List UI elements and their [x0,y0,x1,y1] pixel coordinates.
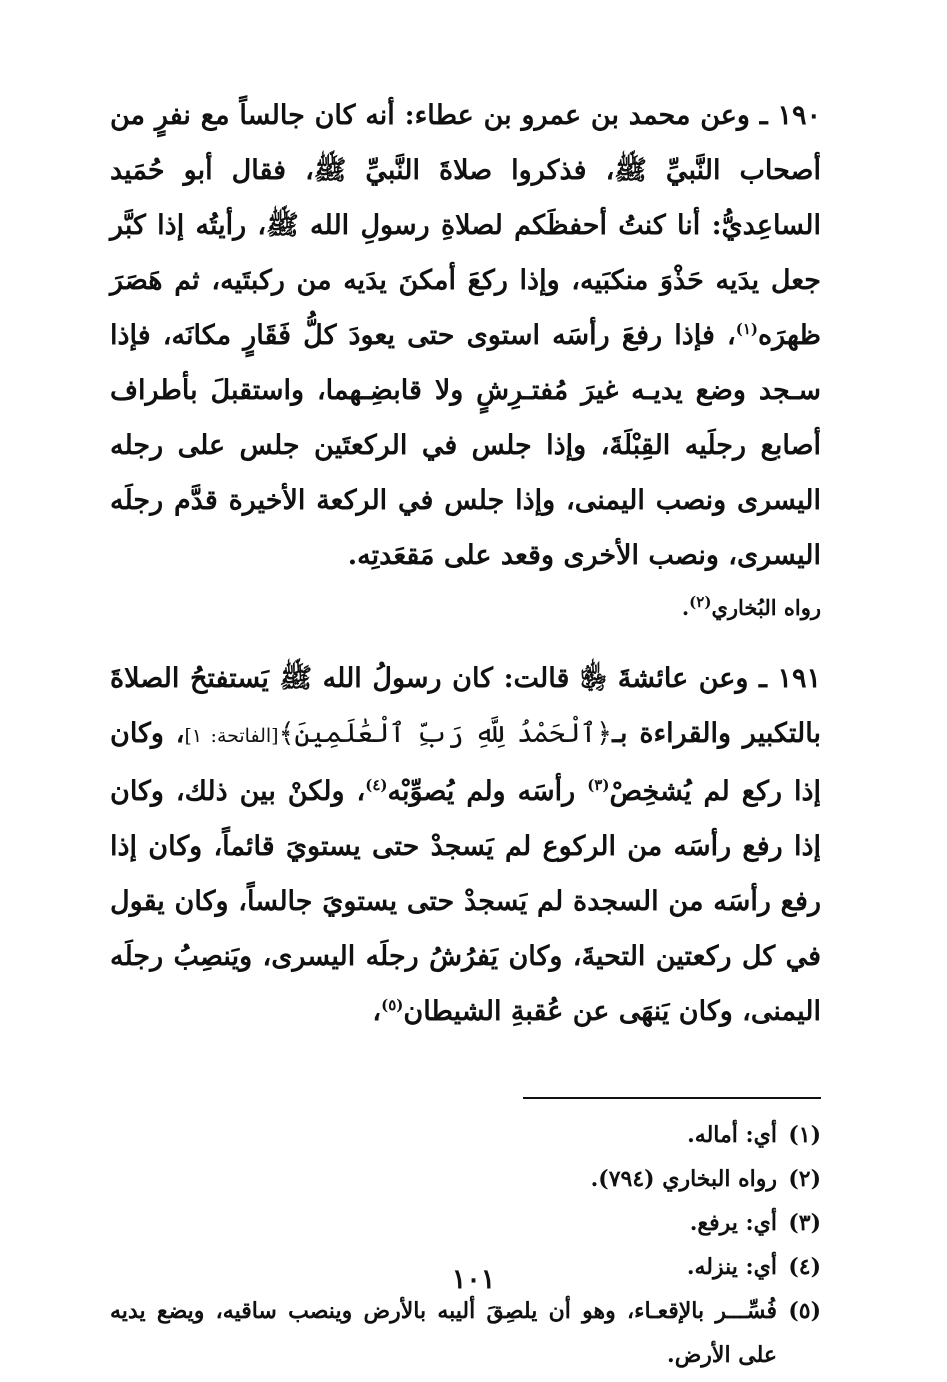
footnote [110,1113,821,1157]
source-end: . [681,595,690,620]
footnote-number: (٢) [788,1166,821,1192]
footnote-text: رواه البخاري (٧٩٤). [590,1166,777,1192]
footnote-text: أي: يرفع. [689,1210,777,1236]
hadith-text: ـ وعن عائشةَ ﵂ قالت: كان رسولُ الله ﷺ يَستفتحُ الصلاةَ بالتكبير والقراءة بـ [110,663,822,749]
hadith-190 [110,88,821,583]
quran-verse: ﴿ٱلْحَمْدُ لِلَّهِ رَبِّ ٱلْعَٰلَمِينَ﴾ [278,718,613,749]
footnote [110,1289,821,1377]
hadith-text: رأسَه ولم يُصوِّبْه [387,776,588,807]
hadith-number: ١٩١ [777,663,821,694]
footnote-text: فُسِّـــر بالإقعـاء، وهو أن يلصِقَ أليبه بالأرض وينصب ساقيه، ويضع يديه على الأرض. [110,1298,777,1368]
footnote-number: (٥) [788,1298,821,1324]
footnote-ref[interactable]: (٥) [381,996,404,1014]
hadith-source [110,591,821,625]
footnote-divider [523,1097,821,1099]
hadith-191 [110,651,821,1039]
footnote-ref[interactable]: (٤) [365,776,388,794]
footnote [110,1201,821,1245]
footnote [110,1157,821,1201]
hadith-text: ، ولكنْ بين ذلك، وكان إذا رفع رأسَه من الركوع لم يَسجدْ حتى يستويَ قائماً، وكان إذا رفع رأسَه من السجدة لم يَسجدْ حتى يستويَ جالساً، وكان يقول في كل ركعتين التحيةَ، وكان يَفرُشُ رجلَه اليسرى، ويَنصِبُ رجلَه اليمنى، وكان يَنهَى عن عُقبةِ الشيطان [110,776,821,1027]
footnote-ref[interactable]: (٢) [689,593,712,611]
footnote-number: (٤) [788,1254,821,1280]
page-number: ١٠١ [451,1264,496,1295]
footnote-ref[interactable]: (١) [735,320,759,338]
footnote-text: أي: أماله. [687,1122,777,1148]
source-text: رواه البُخاري [711,595,821,620]
hadith-text: ، فإذا رفعَ رأسَه استوى حتى يعودَ كلُّ فَقَارٍ مكانَه، فإذا سـجد وضع يديـه غيرَ مُفتـرِشٍ ولا قابضِـهما، واستقبلَ بأطراف أصابع رجلَيه القِبْلَةَ، وإذا جلس في الركعتَين جلس على رجله اليسرى ونصب اليمنى، وإذا جلس في الركعة الأخيرة قدَّم رجلَه اليسرى، ونصب الأخرى وقعد على مَقعَدتِه. [110,320,821,571]
hadith-text: ، [372,996,382,1027]
footnote-number: (٣) [788,1210,821,1236]
footnotes [110,1113,821,1377]
hadith-number: ١٩٠ [777,100,821,131]
hadith-text: ، وكان إذا ركع لم يُشخِصْ [110,718,821,807]
footnote-ref[interactable]: (٣) [587,776,610,794]
footnote-number: (١) [788,1122,821,1148]
quran-reference: [الفاتحة: ١] [184,725,279,747]
hadith-text: ـ وعن محمد بن عمرو بن عطاء: أنه كان جالساً مع نفرٍ من أصحاب النَّبيِّ ﷺ، فذكروا صلاةَ النَّبيِّ ﷺ، فقال أبو حُمَيد الساعِديُّ: أنا كنتُ أحفظَكم لصلاةِ رسولِ الله ﷺ، رأيتُه إذا كبَّر جعل يدَيه حَذْوَ منكبَيه، وإذا ركعَ أمكنَ يدَيه من ركبتَيه، ثم هَصَرَ ظهرَه [110,100,821,351]
footnote-text: أي: ينزله. [686,1254,777,1280]
